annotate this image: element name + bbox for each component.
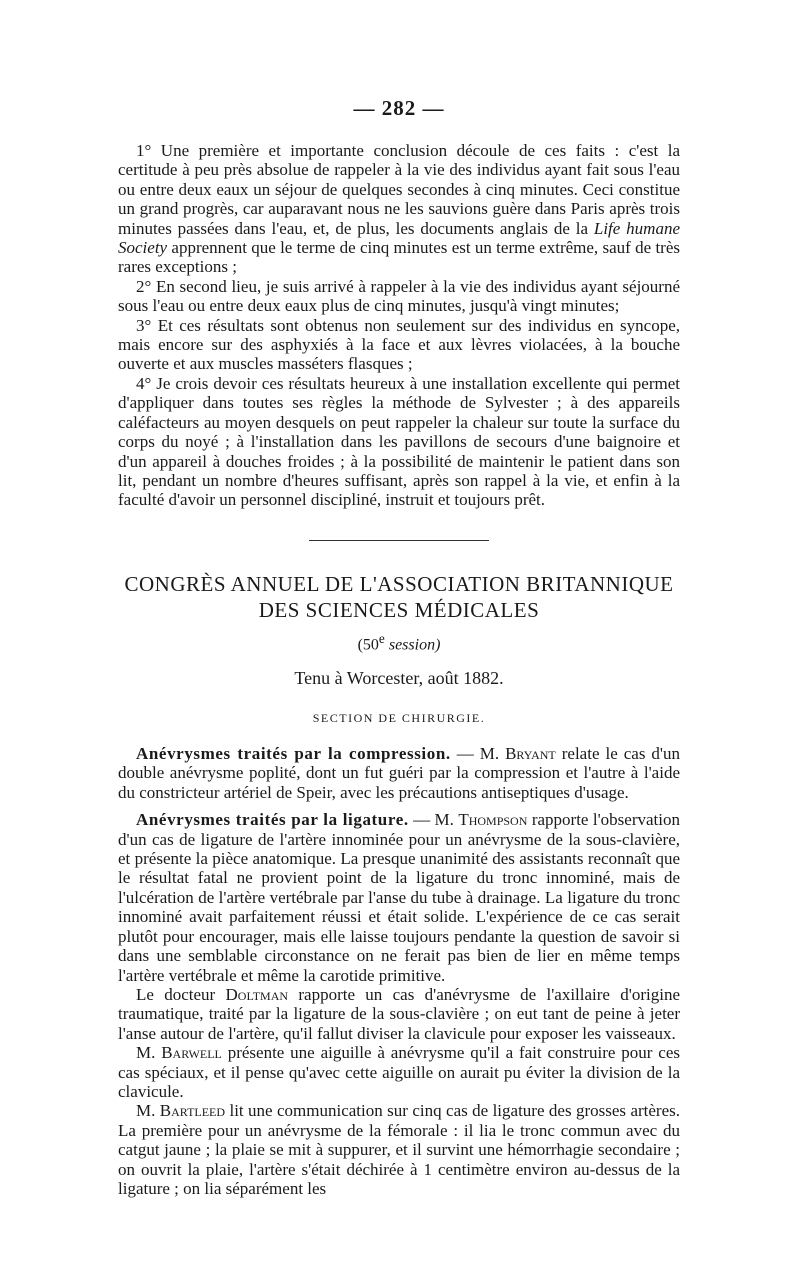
barwell-paragraph [118,1043,680,1101]
compression-paragraph [118,744,680,802]
session-number: (50 [357,636,379,654]
barwell-prefix: M. [136,1043,162,1063]
page-number: — 282 — [353,96,445,120]
section-divider [309,540,489,541]
surgeon-name-bartleed: Bartleed [159,1101,226,1121]
surgeon-name-bryant: Bryant [505,744,556,764]
session-word: session) [384,636,441,654]
dash: — M. [450,744,506,764]
society-name: Life humane Society [118,218,680,258]
surgeon-name-thompson: Thompson [458,810,528,830]
bartleed-text: lit une communication sur cinq cas de ligature des grosses artères. La première pour un anévrysme de la fémorale : il lia le tronc commun avec du catgut jaune ; la plaie se mit à suppurer, et il survint une hémorrhagie secondaire ; on ouvrit la plaie, l'artère s'était déchirée à 1 centimètre environ au-dessus de la ligature ; on lia séparément les [118,1101,680,1198]
held-line: Tenu à Worcester, août 1882. [294,668,504,689]
surgeon-name-barwell: Barwell [161,1043,222,1063]
bartleed-prefix: M. [136,1101,160,1121]
rubric-ligature: Anévrysmes traités par la ligature. [136,810,409,830]
spacer [118,802,680,810]
surgery-section [118,744,680,1198]
doltman-text: rapporte un cas d'anévrysme de l'axillaire d'origine traumatique, traité par la ligature de la sous-clavière ; on eut tant de peine à jeter l'anse autour de l'artère, qu'il fallut diviser la clavicule pour exposer les vaisseaux. [118,984,681,1043]
session-ordinal: e [378,630,385,646]
compression-text: relate le cas d'un double anévrysme poplité, dont un fut guéri par la compression et l'autre à l'aide du constricteur artériel de Speir, avec les précautions antiseptiques d'usage. [118,744,680,802]
surgeon-name-doltman: Doltman [225,984,289,1004]
doltman-paragraph [118,985,680,1043]
paragraph-1-end: apprennent que le terme de cinq minutes est un terme extrême, sauf de très rares exceptions ; [118,238,680,277]
congress-title-line2: DES SCIENCES MÉDICALES [258,597,540,622]
paragraph-4: 4° Je crois devoir ces résultats heureux à une installation excellente qui permet d'appliquer dans toutes ses règles la méthode de Sylvester ; à des appareils caléfacteurs au moyen desquels on peut rappeler la chaleur sur toute la surface du corps du noyé ; à l'installation dans les pavillons de secours d'une baignoire et d'un appareil à douches froides ; à la possibilité de maintenir le patient dans son lit, pendant un nombre d'heures suffisant, après son rappel à la vie, et enfin à la faculté d'avoir un personnel discipliné, instruit et toujours prêt. [118,373,680,510]
paragraph-3: 3° Et ces résultats sont obtenus non seulement sur des individus en syncope, mais encore sur des asphyxiés à la face et aux lèvres violacées, à la bouche ouverte et aux muscles masséters flasques ; [118,315,680,374]
conclusions-section [118,141,680,510]
ligature-paragraph [118,810,680,985]
paragraph-2: 2° En second lieu, je suis arrivé à rappeler à la vie des individus ayant séjourné sous l'eau ou entre deux eaux plus de cinq minutes, jusqu'à vingt minutes; [118,276,680,316]
congress-title-line1: CONGRÈS ANNUEL DE L'ASSOCIATION BRITANNIQUE [124,571,674,596]
dash: — M. [408,810,459,830]
session-line [118,631,680,654]
paragraph-1 [118,141,680,277]
ligature-text: rapporte l'observation d'un cas de ligature de l'artère innominée pour un anévrysme de la sous-clavière, et présente la pièce anatomique. La presque unanimité des assistants reconnaît que le résultat fatal ne provient point de la ligature du tronc innominé, mais de l'ulcération de l'artère vertébrale par l'anse du tube à drainage. La ligature du tronc innominé avait parfaitement réussi et était solide. L'expérience de ce cas serait plutôt pour encourager, mais elle laisse toujours pendante la question de savoir si dans une semblable circonstance on ne ferait pas bien de lier en même temps l'artère vertébrale et même la carotide primitive. [118,810,680,985]
barwell-text: présente une aiguille à anévrysme qu'il a fait construire pour ces cas spéciaux, et il pense qu'avec cette aiguille on aurait pu éviter la division de la clavicule. [118,1043,680,1101]
section-label: SECTION DE CHIRURGIE. [312,711,486,726]
bartleed-paragraph [118,1101,680,1198]
paragraph-1-text: 1° Une première et importante conclusion découle de ces faits : c'est la certitude à peu près absolue de rappeler à la vie des individus ayant fait sous l'eau ou entre deux eaux un séjour de quelques secondes à cinq minutes. Ceci constitue un grand progrès, car auparavant nous ne les sauvions guère dans Paris après trois minutes passées dans l'eau, et, de plus, les documents anglais de la [118,141,680,238]
rubric-compression: Anévrysmes traités par la compression. [136,744,451,764]
doltman-prefix: Le docteur [136,984,226,1004]
